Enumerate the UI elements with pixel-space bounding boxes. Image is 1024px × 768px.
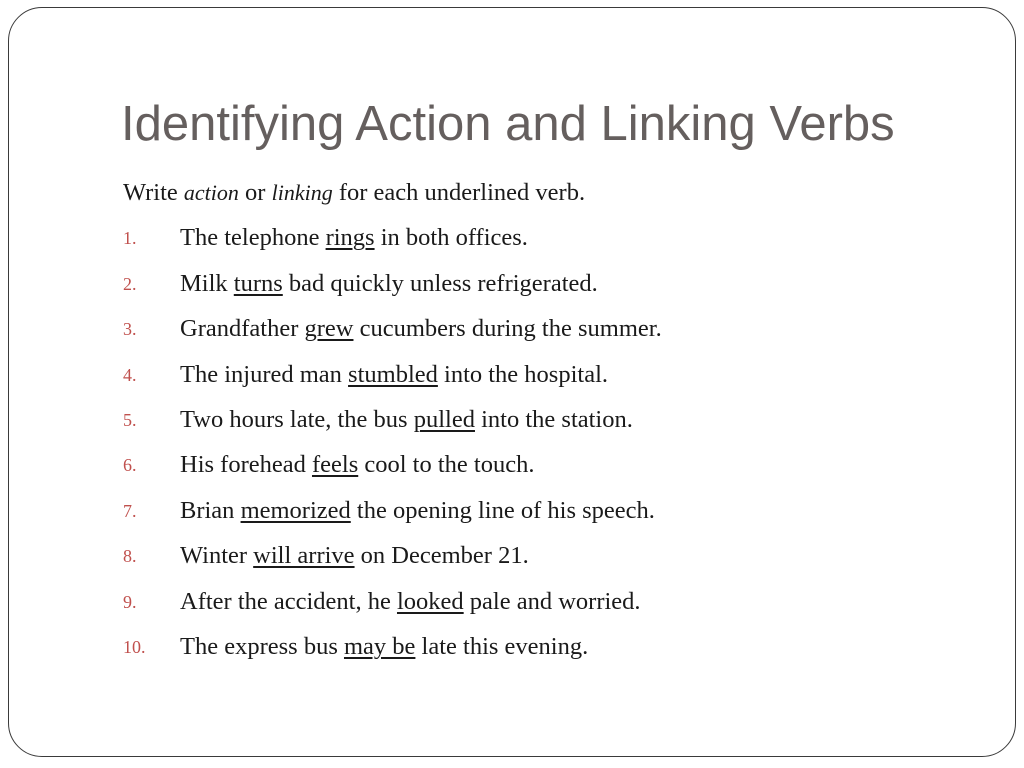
item-number: 1. [123, 228, 137, 249]
list-item [123, 400, 662, 445]
sentence-after: late this evening. [415, 632, 589, 660]
item-number: 2. [123, 273, 137, 294]
item-number: 7. [123, 500, 137, 521]
sentence-before: The injured man [180, 360, 349, 388]
underlined-verb: turns [233, 269, 283, 297]
sentence-before: His forehead [180, 451, 312, 479]
underlined-verb: stumbled [348, 360, 438, 388]
sentence-after: cucumbers during the summer. [353, 315, 662, 343]
sentence-before: After the accident, he [180, 587, 397, 615]
list-item [123, 627, 662, 672]
sentence-after: on December 21. [354, 542, 529, 570]
instruction-suffix: for each underlined verb. [332, 179, 586, 206]
instruction-word-action: action [183, 180, 239, 205]
item-number: 4. [123, 364, 137, 385]
sentence-before: Two hours late, the bus [180, 405, 414, 433]
instruction-word-linking: linking [271, 180, 333, 205]
sentence-after: cool to the touch. [358, 451, 535, 479]
slide [8, 7, 1016, 757]
item-number: 9. [123, 591, 137, 612]
list-item [123, 582, 662, 627]
list-item [123, 355, 662, 400]
sentence-before: Winter [180, 542, 254, 570]
list-item [123, 536, 662, 581]
list-item [123, 445, 662, 490]
sentence-before: The express bus [180, 632, 344, 660]
instruction-middle: or [238, 179, 272, 206]
sentence-before: Brian [180, 496, 241, 524]
instruction [123, 173, 662, 218]
slide-body [123, 173, 662, 672]
sentence-after: into the hospital. [437, 360, 609, 388]
underlined-verb: grew [304, 315, 354, 343]
item-number: 10. [123, 636, 146, 657]
list-item [123, 491, 662, 536]
sentence-after: the opening line of his speech. [350, 496, 655, 524]
sentence-before: Grandfather [180, 315, 305, 343]
underlined-verb: rings [325, 224, 375, 252]
item-number: 3. [123, 319, 137, 340]
sentence-list [123, 218, 662, 672]
underlined-verb: memorized [240, 496, 351, 524]
underlined-verb: pulled [413, 405, 475, 433]
sentence-after: into the station. [474, 405, 633, 433]
slide-title: Identifying Action and Linking Verbs [121, 97, 895, 151]
sentence-after: pale and worried. [463, 587, 641, 615]
list-item [123, 309, 662, 354]
item-number: 8. [123, 546, 137, 567]
sentence-after: bad quickly unless refrigerated. [282, 269, 598, 297]
instruction-prefix: Write [123, 179, 184, 206]
underlined-verb: feels [311, 451, 359, 479]
sentence-before: The telephone [180, 224, 326, 252]
sentence-before: Milk [180, 269, 234, 297]
item-number: 5. [123, 409, 137, 430]
list-item [123, 264, 662, 309]
list-item [123, 218, 662, 263]
sentence-after: in both offices. [374, 224, 528, 252]
underlined-verb: will arrive [253, 542, 355, 570]
item-number: 6. [123, 455, 137, 476]
underlined-verb: looked [396, 587, 464, 615]
underlined-verb: may be [343, 632, 416, 660]
